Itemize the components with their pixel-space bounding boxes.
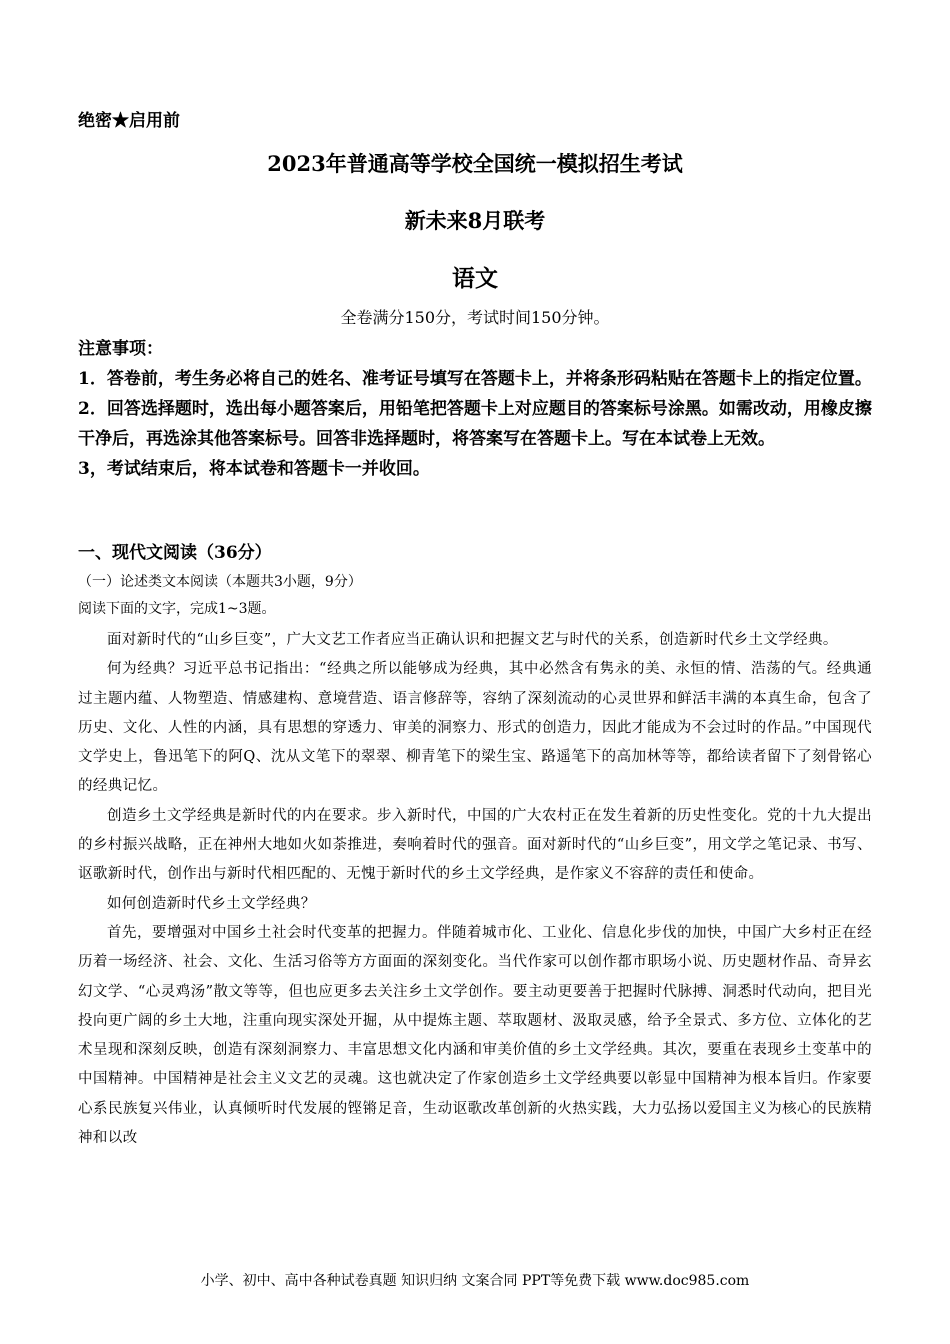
notes-heading: 注意事项： [78,339,163,359]
passage-paragraph: 何为经典？习近平总书记指出：“经典之所以能够成为经典，其中必然含有隽永的美、永恒的情、浩荡的气。经典通过主题内蕴、人物塑造、情感建构、意境营造、语言修辞等，容纳了深刻流动的心灵世界和鲜活丰满的本真生命，包含了历史、文化、人性的内涵，具有思想的穿透力、审美的洞察力、形式的创造力，因此才能成为不会过时的作品。”中国现代文学史上，鲁迅笔下的阿Q、沈从文笔下的翠翠、柳青笔下的梁生宝、路遥笔下的高加林等等，都给读者留下了刻骨铭心的经典记忆。 [78,661,872,795]
note-item: 3，考试结束后，将本试卷和答题卡一并收回。 [78,459,430,479]
subject-title: 语文 [452,265,498,292]
note-item: 1．答卷前，考生务必将自己的姓名、准考证号填写在答题卡上，并将条形码粘贴在答题卡上的指定位置。 [78,369,872,389]
passage-paragraph: 创造乡土文学经典是新时代的内在要求。步入新时代，中国的广大农村正在发生着新的历史性变化。党的十九大提出的乡村振兴战略，正在神州大地如火如荼推进，奏响着时代的强音。面对新时代的“山乡巨变”，用文学之笔记录、书写、讴歌新时代，创作出与新时代相匹配的、无愧于新时代的乡土文学经典，是作家义不容辞的责任和使命。 [78,807,872,883]
reading-passage [78,626,872,1153]
exam-subtitle: 新未来8月联考 [404,208,546,233]
confidential-label: 绝密★启用前 [78,111,180,131]
notes-block [78,334,878,484]
reading-instruction: 阅读下面的文字，完成1~3题。 [78,601,276,617]
passage-paragraph: 首先，要增强对中国乡土社会时代变革的把握力。伴随着城市化、工业化、信息化步伐的加快，中国广大乡村正在经历着一场经济、社会、文化、生活习俗等方方面面的深刻变化。当代作家可以创作都市职场小说、历史题材作品、奇异玄幻文学、“心灵鸡汤”散文等等，但也应更多去关注乡土文学创作。要主动更要善于把握时代脉搏、洞悉时代动向，把目光投向更广阔的乡土大地，注重向现实深处开掘，从中提炼主题、萃取题材、汲取灵感，给予全景式、多方位、立体化的艺术呈现和深刻反映，创造有深刻洞察力、丰富思想文化内涵和审美价值的乡土文学经典。其次，要重在表现乡土变革中的中国精神。中国精神是社会主义文艺的灵魂。这也就决定了作家创造乡土文学经典要以彰显中国精神为根本旨归。作家要心系民族复兴伟业，认真倾听时代发展的铿锵足音，生动讴歌改革创新的火热实践，大力弘扬以爱国主义为核心的民族精神和以改 [78,924,872,1147]
passage-paragraph: 如何创造新时代乡土文学经典？ [107,895,316,912]
exam-title: 2023年普通高等学校全国统一模拟招生考试 [267,151,683,176]
score-info: 全卷满分150分，考试时间150分钟。 [340,308,610,327]
subsection-title: （一）论述类文本阅读（本题共3小题，9分） [78,574,362,590]
section-title: 一、现代文阅读（36分） [78,543,272,563]
page-footer: 小学、初中、高中各种试卷真题 知识归纳 文案合同 PPT等免费下载 www.doc985.com [200,1273,750,1289]
passage-paragraph: 面对新时代的“山乡巨变”，广大文艺工作者应当正确认识和把握文艺与时代的关系，创造新时代乡土文学经典。 [107,632,838,648]
note-item: 2．回答选择题时，选出每小题答案后，用铅笔把答题卡上对应题目的答案标号涂黑。如需改动，用橡皮擦干净后，再选涂其他答案标号。回答非选择题时，将答案写在答题卡上。写在本试卷上无效。 [78,399,872,449]
